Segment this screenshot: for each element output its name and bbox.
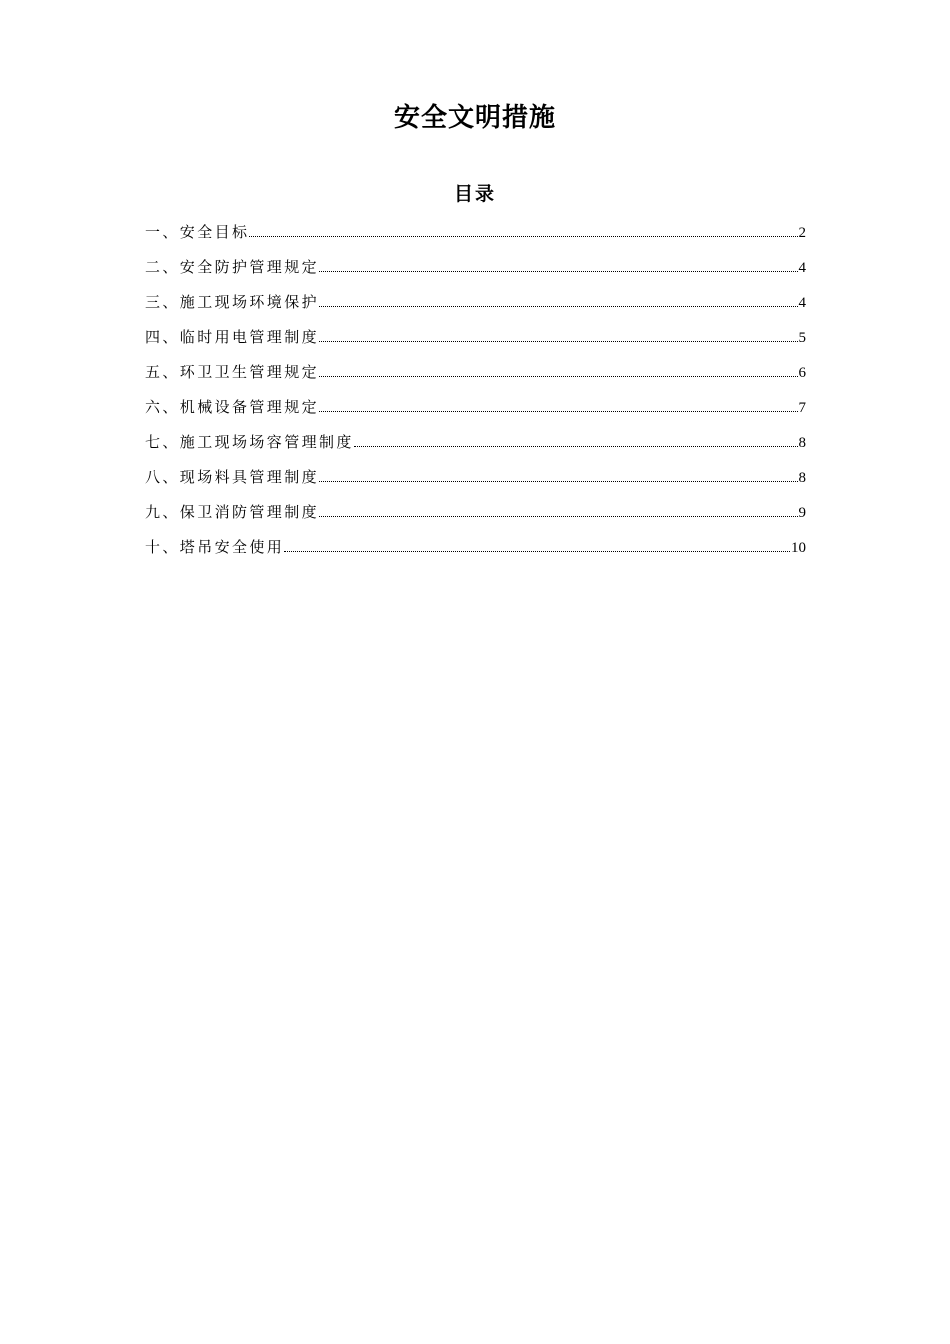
toc-entry-8[interactable] [145,463,806,498]
toc-entry-label: 四、临时用电管理制度 [145,328,320,346]
toc-entry-label: 二、安全防护管理规定 [145,258,320,276]
toc-entry-label: 十、塔吊安全使用 [145,538,285,556]
toc-entry-1[interactable] [145,218,806,253]
toc-dot-leader [319,515,797,517]
toc-entry-page: 8 [798,470,806,486]
toc-entry-page: 9 [798,505,806,521]
toc-entry-label: 三、施工现场环境保护 [145,293,320,311]
toc-dot-leader [354,445,798,447]
table-of-contents [145,218,806,568]
toc-entry-page: 5 [798,330,806,346]
toc-entry-9[interactable] [145,498,806,533]
toc-entry-page: 6 [798,365,806,381]
toc-entry-label: 六、机械设备管理规定 [145,398,320,416]
toc-entry-page: 8 [798,435,806,451]
toc-entry-page: 2 [798,225,806,241]
toc-entry-7[interactable] [145,428,806,463]
toc-entry-page: 4 [798,260,806,276]
toc-entry-page: 10 [791,540,806,556]
toc-entry-10[interactable] [145,533,806,568]
toc-entry-2[interactable] [145,253,806,288]
toc-dot-leader [319,305,797,307]
toc-entry-6[interactable] [145,393,806,428]
toc-dot-leader [319,375,797,377]
document-title: 安全文明措施 [393,103,556,133]
toc-entry-label: 八、现场料具管理制度 [145,468,320,486]
toc-entry-page: 7 [798,400,806,416]
toc-entry-5[interactable] [145,358,806,393]
toc-entry-3[interactable] [145,288,806,323]
toc-dot-leader [319,410,797,412]
toc-entry-4[interactable] [145,323,806,358]
toc-dot-leader [319,340,797,342]
toc-entry-label: 九、保卫消防管理制度 [145,503,320,521]
toc-dot-leader [319,270,797,272]
toc-entry-page: 4 [798,295,806,311]
toc-heading: 目录 [453,183,496,205]
toc-entry-label: 一、安全目标 [145,223,250,241]
toc-entry-label: 七、施工现场场容管理制度 [145,433,354,451]
toc-dot-leader [284,550,790,552]
toc-entry-label: 五、环卫卫生管理规定 [145,363,320,381]
toc-dot-leader [249,235,797,237]
toc-dot-leader [319,480,797,482]
